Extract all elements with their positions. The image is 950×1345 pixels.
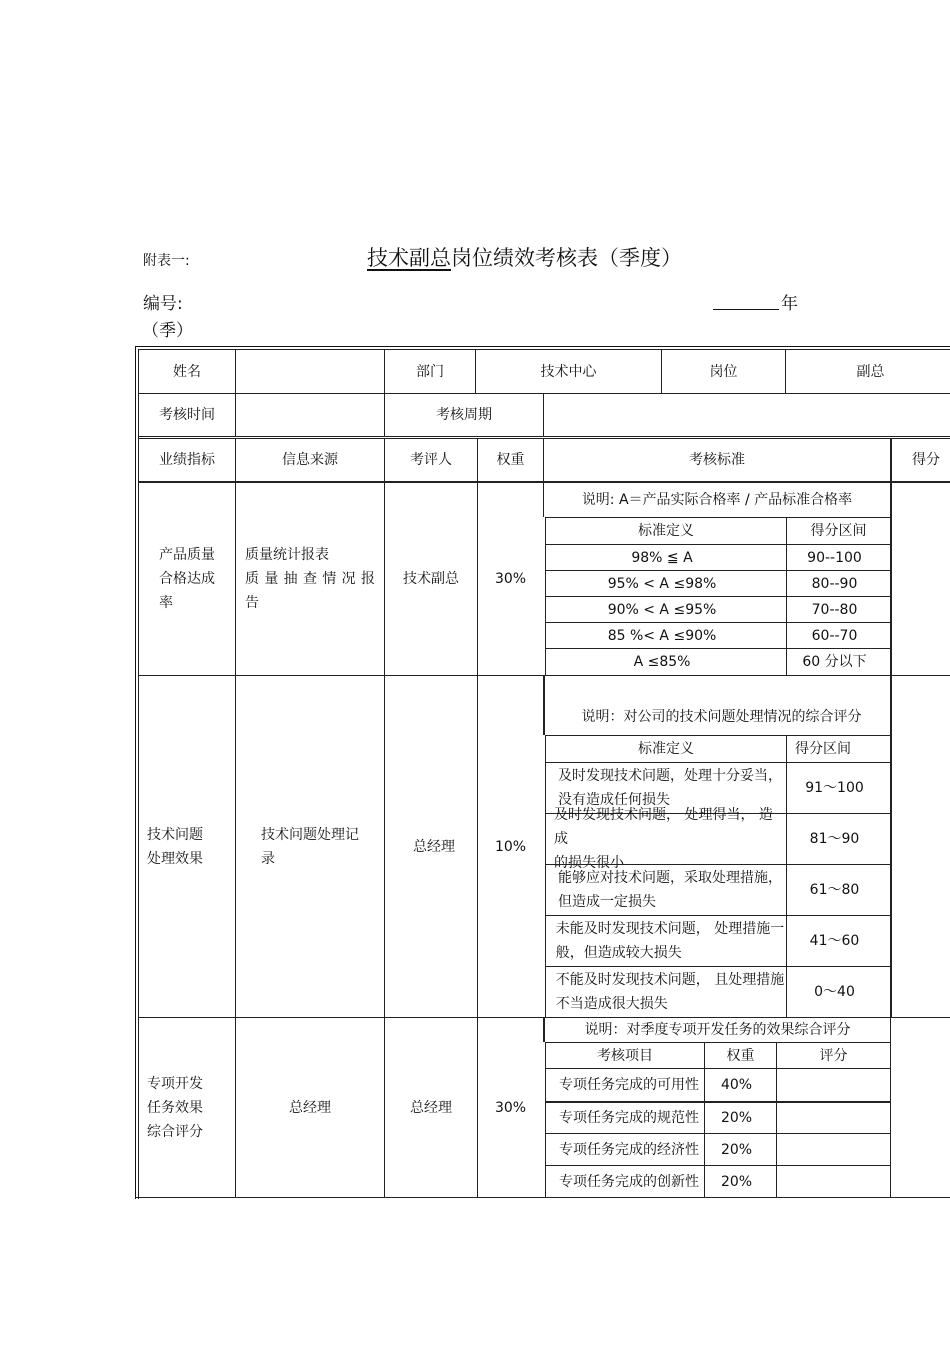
row2-criterion-def: 不能及时发现技术问题， 且处理措施 不当造成很大损失 bbox=[545, 966, 786, 1017]
row1-criterion-range: 60 分以下 bbox=[786, 648, 890, 675]
row2-indicator: 技术问题 处理效果 bbox=[138, 675, 235, 1017]
row1-criterion-range: 60--70 bbox=[786, 622, 890, 648]
row1-subheader-range: 得分区间 bbox=[786, 517, 890, 544]
year-label: 年 bbox=[781, 294, 798, 314]
row1-note: 说明: A＝产品实际合格率 / 产品标准合格率 bbox=[543, 481, 890, 517]
number-label: 编号: bbox=[143, 294, 183, 314]
col-score: 得分 bbox=[890, 438, 950, 481]
row2-criterion-range: 91～100 bbox=[786, 762, 890, 813]
row1-criterion-def: A ≤85% bbox=[545, 648, 786, 675]
time-label: 考核时间 bbox=[138, 393, 235, 436]
row3-item-score bbox=[776, 1133, 890, 1165]
row3-item-score bbox=[776, 1068, 890, 1101]
row2-score bbox=[890, 675, 950, 1017]
row3-score bbox=[890, 1017, 950, 1198]
row3-subheader-weight: 权重 bbox=[704, 1042, 776, 1068]
year-blank-line bbox=[713, 309, 779, 310]
row3-item-weight: 20% bbox=[704, 1101, 776, 1133]
row1-criterion-def: 95% < A ≤98% bbox=[545, 570, 786, 596]
dept-label: 部门 bbox=[384, 349, 475, 393]
row2-weight: 10% bbox=[477, 675, 543, 1017]
row3-subheader-score: 评分 bbox=[776, 1042, 890, 1068]
row1-score bbox=[890, 481, 950, 675]
row2-subheader-range: 得分区间 bbox=[786, 735, 890, 762]
row2-criterion-def: 能够应对技术问题，采取处理措施， 但造成一定损失 bbox=[545, 864, 786, 915]
row1-indicator: 产品质量 合格达成 率 bbox=[138, 481, 235, 675]
row1-evaluator: 技术副总 bbox=[384, 481, 477, 675]
row1-criterion-def: 98% ≦ A bbox=[545, 544, 786, 570]
row3-evaluator: 总经理 bbox=[384, 1017, 477, 1198]
row3-item-weight: 20% bbox=[704, 1165, 776, 1198]
col-source: 信息来源 bbox=[235, 438, 384, 481]
row3-item-name: 专项任务完成的经济性 bbox=[545, 1133, 704, 1165]
name-value bbox=[235, 349, 384, 393]
row2-criterion-range: 0～40 bbox=[786, 966, 890, 1017]
row2-note: 说明：对公司的技术问题处理情况的综合评分 bbox=[543, 675, 890, 735]
row1-criterion-range: 80--90 bbox=[786, 570, 890, 596]
row3-item-weight: 20% bbox=[704, 1133, 776, 1165]
row3-item-score bbox=[776, 1101, 890, 1133]
row2-criterion-def: 及时发现技术问题，处理十分妥当， 没有造成任何损失 bbox=[545, 762, 786, 813]
col-standard: 考核标准 bbox=[543, 438, 890, 481]
post-value: 副总 bbox=[785, 349, 950, 393]
row1-criterion-def: 85 %< A ≤90% bbox=[545, 622, 786, 648]
col-evaluator: 考评人 bbox=[384, 438, 477, 481]
time-value bbox=[235, 393, 384, 436]
row3-item-name: 专项任务完成的规范性 bbox=[545, 1101, 704, 1133]
row2-criterion-range: 41～60 bbox=[786, 915, 890, 966]
row3-indicator: 专项开发 任务效果 综合评分 bbox=[138, 1017, 235, 1198]
row3-weight: 30% bbox=[477, 1017, 543, 1198]
row3-source: 总经理 bbox=[235, 1017, 384, 1198]
col-indicator: 业绩指标 bbox=[138, 438, 235, 481]
name-label: 姓名 bbox=[138, 349, 235, 393]
period-label: 考核周期 bbox=[384, 393, 543, 436]
row3-subheader-item: 考核项目 bbox=[545, 1042, 704, 1068]
row1-source: 质量统计报表 质 量 抽 查 情 况 报 告 bbox=[235, 481, 384, 675]
row2-evaluator: 总经理 bbox=[384, 675, 477, 1017]
row1-criterion-def: 90% < A ≤95% bbox=[545, 596, 786, 622]
title-rest: 岗位绩效考核表（季度） bbox=[451, 246, 682, 270]
header-separator bbox=[138, 436, 950, 437]
row3-note: 说明：对季度专项开发任务的效果综合评分 bbox=[543, 1017, 890, 1042]
col-weight: 权重 bbox=[477, 438, 543, 481]
row2-subheader-def: 标准定义 bbox=[545, 735, 786, 762]
page-title bbox=[367, 242, 682, 272]
dept-value: 技术中心 bbox=[475, 349, 661, 393]
row2-source: 技术问题处理记 录 bbox=[235, 675, 384, 1017]
table-bottom-border bbox=[135, 1197, 950, 1198]
row1-criterion-range: 90--100 bbox=[786, 544, 890, 570]
title-underlined: 技术副总 bbox=[367, 246, 451, 270]
row1-weight: 30% bbox=[477, 481, 543, 675]
period-value bbox=[543, 393, 950, 436]
row3-item-score bbox=[776, 1165, 890, 1198]
row2-criterion-range: 61～80 bbox=[786, 864, 890, 915]
post-label: 岗位 bbox=[661, 349, 785, 393]
row2-criterion-range: 81～90 bbox=[786, 813, 890, 864]
row1-criterion-range: 70--80 bbox=[786, 596, 890, 622]
row1-subheader-def: 标准定义 bbox=[545, 517, 786, 544]
row2-criterion-def: 未能及时发现技术问题， 处理措施一 般，但造成较大损失 bbox=[545, 915, 786, 966]
row3-item-name: 专项任务完成的创新性 bbox=[545, 1165, 704, 1198]
appendix-label: 附表一: bbox=[143, 253, 190, 269]
season-label: （季） bbox=[142, 321, 193, 341]
row3-item-weight: 40% bbox=[704, 1068, 776, 1101]
row2-criterion-def: 及时发现技术问题， 处理得当， 造成 的损失很小 bbox=[545, 813, 786, 864]
row3-item-name: 专项任务完成的可用性 bbox=[545, 1068, 704, 1101]
